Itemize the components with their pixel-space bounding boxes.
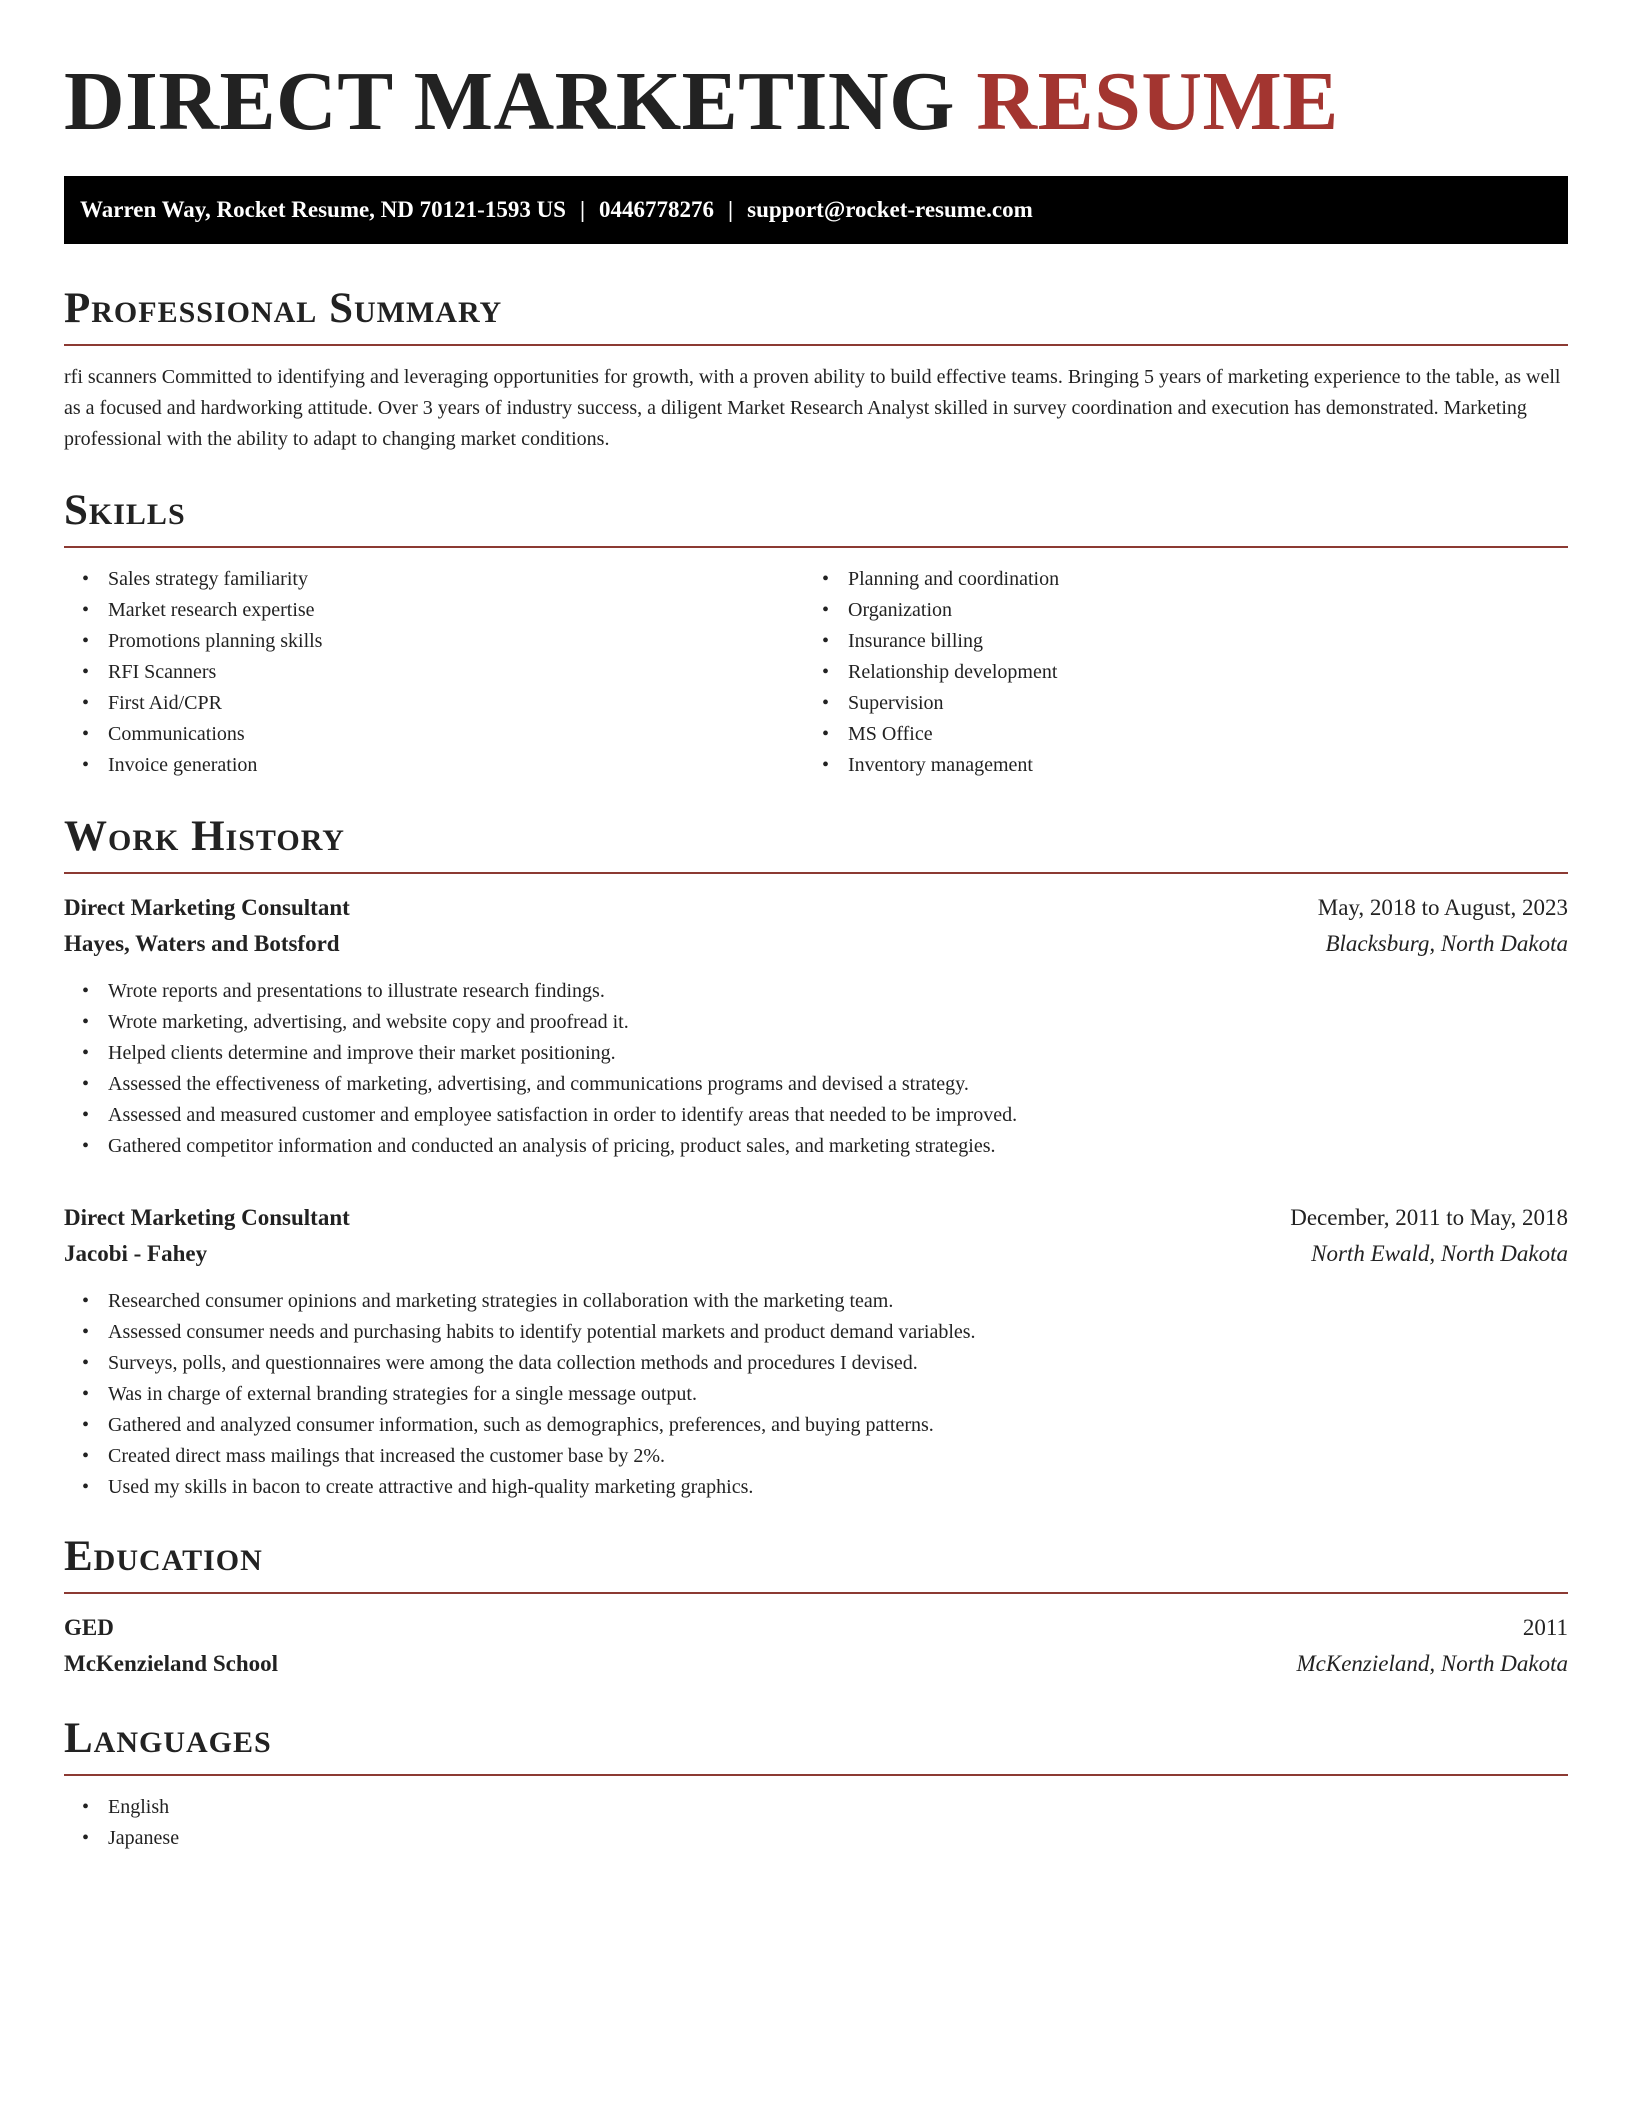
job-entry (64, 890, 1568, 1162)
skill-item: • Invoice generation (64, 750, 804, 781)
skills-grid (64, 564, 1568, 781)
skill-item: • Communications (64, 719, 804, 750)
contact-bar (64, 176, 1568, 244)
job-location: Blacksburg, North Dakota (1325, 931, 1568, 956)
job-duty-item: • Surveys, polls, and questionnaires were among the data collection methods and procedures I devised. (64, 1348, 1568, 1379)
languages-list (64, 1792, 1568, 1854)
language-item: • English (64, 1792, 1568, 1823)
job-duties-list (64, 1286, 1568, 1503)
education-school: McKenzieland School (64, 1651, 279, 1676)
job-company-row (64, 1236, 1568, 1272)
contact-separator: | (579, 197, 586, 222)
job-duty-item: • Was in charge of external branding strategies for a single message output. (64, 1379, 1568, 1410)
contact-address: Warren Way, Rocket Resume, ND 70121-1593 US (80, 197, 566, 222)
job-duty-item: • Assessed consumer needs and purchasing habits to identify potential markets and product demand variables. (64, 1317, 1568, 1348)
skill-item: • RFI Scanners (64, 657, 804, 688)
section-heading-languages: Languages (64, 1714, 1568, 1776)
job-header-row (64, 890, 1568, 926)
skill-item: • MS Office (804, 719, 1544, 750)
professional-summary-section (64, 284, 1568, 455)
job-duty-item: • Gathered and analyzed consumer information, such as demographics, preferences, and buying patterns. (64, 1410, 1568, 1441)
education-school-row (64, 1646, 1568, 1682)
job-company-row (64, 926, 1568, 962)
skills-section (64, 486, 1568, 781)
job-duty-item: • Helped clients determine and improve their market positioning. (64, 1038, 1568, 1069)
title-main: DIRECT MARKETING (64, 55, 955, 148)
skill-item: • Organization (804, 595, 1544, 626)
job-duty-item: • Gathered competitor information and conducted an analysis of pricing, product sales, and marketing strategies. (64, 1131, 1568, 1162)
skill-item: • Planning and coordination (804, 564, 1544, 595)
section-heading-skills: Skills (64, 486, 1568, 548)
skill-item: • Insurance billing (804, 626, 1544, 657)
education-section (64, 1532, 1568, 1682)
skills-column-right (804, 564, 1544, 781)
job-duty-item: • Used my skills in bacon to create attractive and high-quality marketing graphics. (64, 1472, 1568, 1503)
job-company: Hayes, Waters and Botsford (64, 931, 340, 956)
languages-section (64, 1714, 1568, 1854)
job-dates: May, 2018 to August, 2023 (1317, 895, 1568, 920)
skills-column-left (64, 564, 804, 781)
resume-page (64, 0, 1568, 1849)
resume-title (64, 0, 1568, 160)
skill-item: • Promotions planning skills (64, 626, 804, 657)
job-duty-item: • Wrote reports and presentations to illustrate research findings. (64, 976, 1568, 1007)
job-dates: December, 2011 to May, 2018 (1290, 1205, 1568, 1230)
job-header-row (64, 1200, 1568, 1236)
skill-item: • Inventory management (804, 750, 1544, 781)
language-item: • Japanese (64, 1823, 1568, 1854)
job-title: Direct Marketing Consultant (64, 1205, 350, 1230)
education-location: McKenzieland, North Dakota (1296, 1651, 1568, 1676)
contact-email: support@rocket-resume.com (747, 197, 1033, 222)
contact-separator: | (728, 197, 734, 222)
section-heading-work: Work History (64, 812, 1568, 874)
skill-item: • Market research expertise (64, 595, 804, 626)
skill-item: • Sales strategy familiarity (64, 564, 804, 595)
job-duty-item: • Assessed the effectiveness of marketing, advertising, and communications programs and devised a strategy. (64, 1069, 1568, 1100)
job-company: Jacobi - Fahey (64, 1241, 208, 1266)
summary-text: rfi scanners Committed to identifying and leveraging opportunities for growth, with a proven ability to build effective teams. Bringing 5 years of marketing experience to the table, as well as a focused and hardworking attitude. Over 3 years of industry success, a diligent Market Research Analyst skilled in survey coordination and execution has demonstrated. Marketing professional with the ability to adapt to changing market conditions. (64, 366, 1561, 450)
contact-phone: 0446778276 (599, 197, 715, 222)
education-year: 2011 (1522, 1615, 1568, 1640)
title-accent: RESUME (976, 55, 1339, 148)
job-duty-item: • Created direct mass mailings that increased the customer base by 2%. (64, 1441, 1568, 1472)
job-duty-item: • Researched consumer opinions and marketing strategies in collaboration with the marketing team. (64, 1286, 1568, 1317)
job-duty-item: • Assessed and measured customer and employee satisfaction in order to identify areas that needed to be improved. (64, 1100, 1568, 1131)
education-degree-row (64, 1610, 1568, 1646)
job-entry (64, 1200, 1568, 1503)
education-degree: GED (64, 1615, 114, 1640)
job-title: Direct Marketing Consultant (64, 895, 350, 920)
job-duties-list (64, 976, 1568, 1162)
skill-item: • First Aid/CPR (64, 688, 804, 719)
job-duty-item: • Wrote marketing, advertising, and website copy and proofread it. (64, 1007, 1568, 1038)
section-heading-education: Education (64, 1532, 1568, 1594)
skill-item: • Supervision (804, 688, 1544, 719)
skill-item: • Relationship development (804, 657, 1544, 688)
education-entry (64, 1610, 1568, 1682)
section-heading-summary: Professional Summary (64, 284, 1568, 346)
work-history-section (64, 812, 1568, 1503)
job-location: North Ewald, North Dakota (1311, 1241, 1568, 1266)
